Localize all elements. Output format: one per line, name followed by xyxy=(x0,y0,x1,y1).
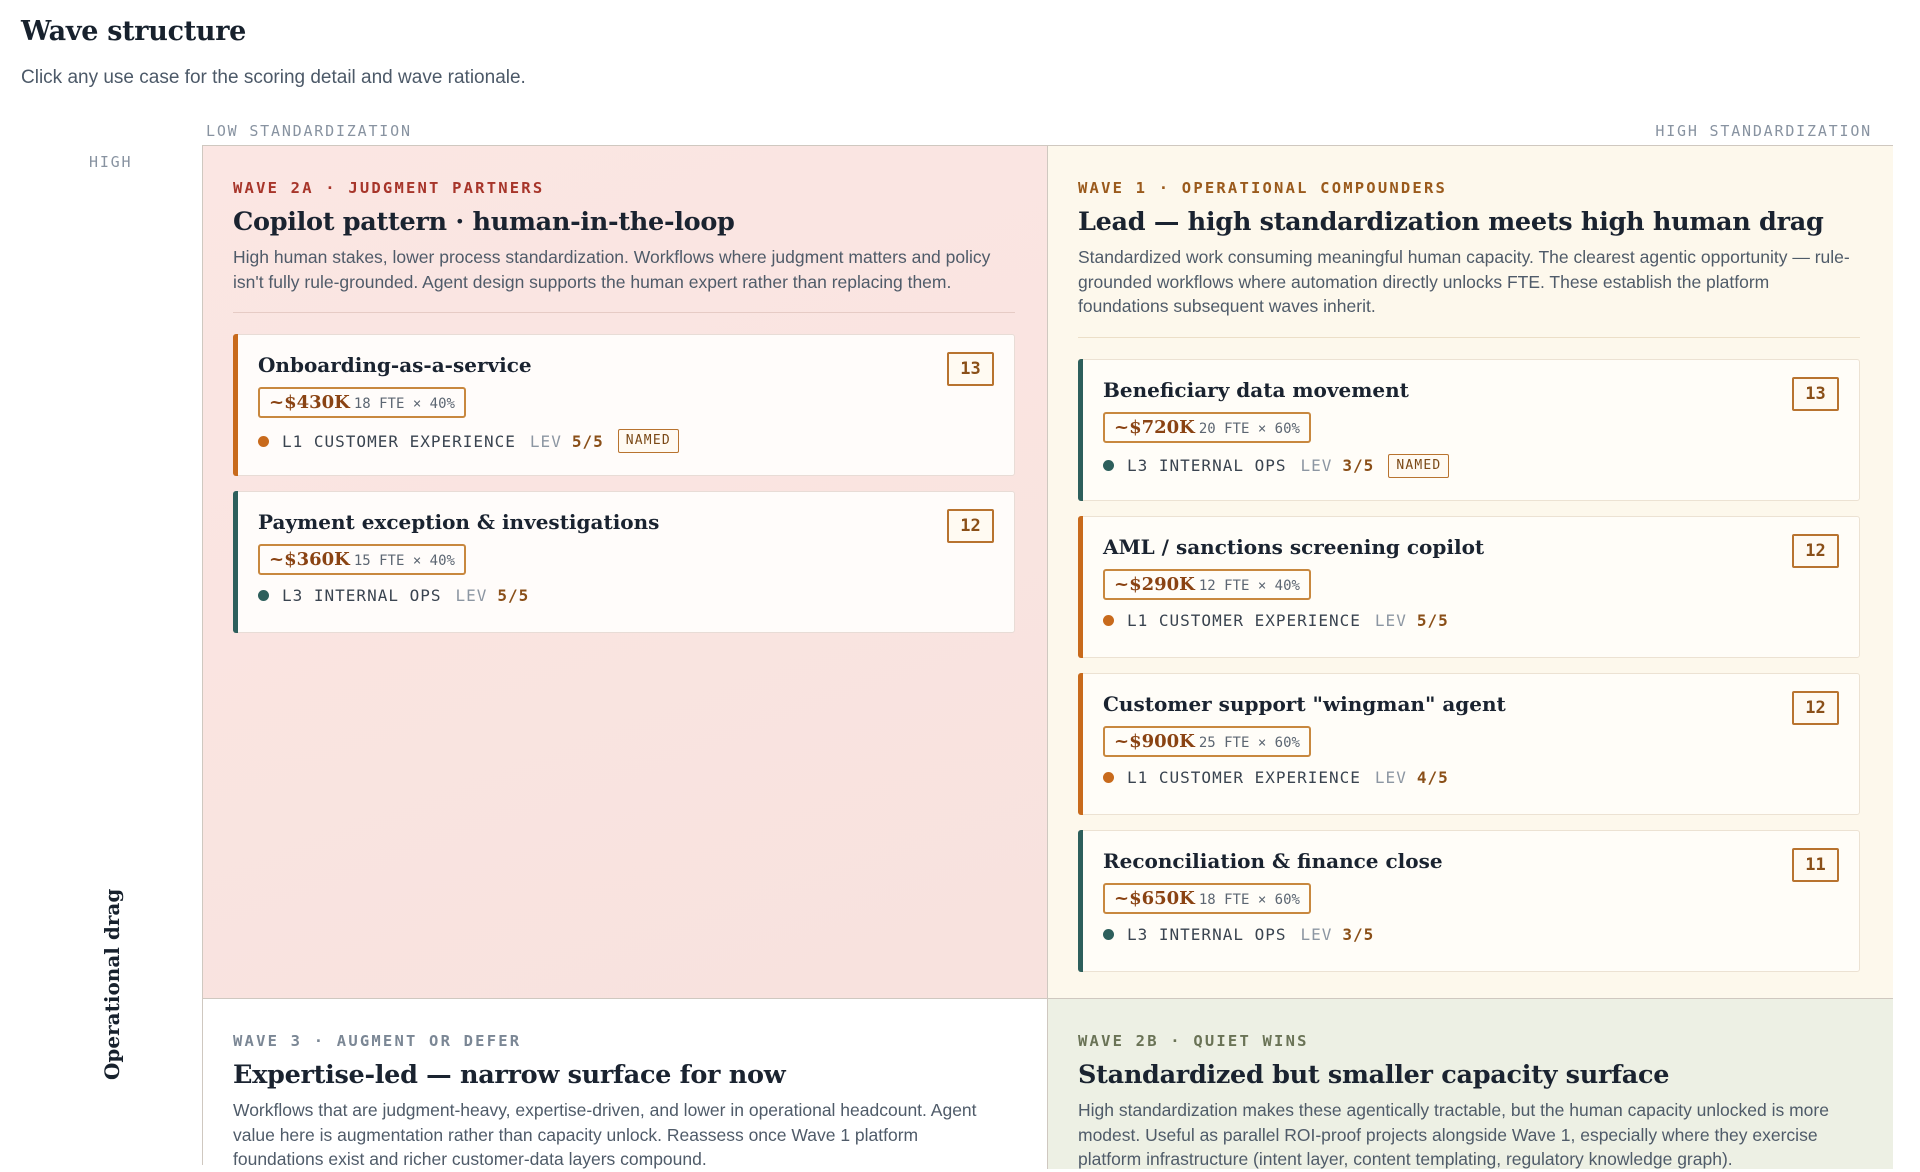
card-accent-bar xyxy=(233,491,238,633)
lev-label: LEV xyxy=(529,431,562,451)
lev-label: LEV xyxy=(1300,456,1333,475)
value-pill xyxy=(258,544,466,575)
meta-row xyxy=(258,586,994,605)
value-pill xyxy=(1103,412,1311,443)
value-pill xyxy=(1103,726,1311,757)
meta-row xyxy=(1103,925,1839,944)
value-pill xyxy=(258,387,466,418)
quadrant-wave-3 xyxy=(203,999,1048,1169)
card-accent-bar xyxy=(1078,359,1083,501)
value-amount: ~$650K xyxy=(1114,887,1195,909)
named-tag: NAMED xyxy=(618,429,679,453)
named-tag: NAMED xyxy=(1388,454,1449,478)
use-case-title: AML / sanctions screening copilot xyxy=(1103,534,1485,559)
category-dot-icon xyxy=(1103,460,1114,471)
use-case-list xyxy=(233,334,1017,633)
lev-label: LEV xyxy=(1374,767,1407,787)
card-accent-bar xyxy=(1078,516,1083,658)
y-axis-high-label: HIGH xyxy=(89,153,133,171)
use-case-card-support-wingman[interactable] xyxy=(1078,673,1860,815)
card-accent-bar xyxy=(1078,830,1083,972)
use-case-list xyxy=(1078,359,1863,972)
value-amount: ~$720K xyxy=(1114,416,1195,438)
score-badge: 12 xyxy=(1792,534,1839,568)
use-case-title: Beneficiary data movement xyxy=(1103,377,1409,402)
x-axis-low-label: LOW STANDARDIZATION xyxy=(206,122,412,140)
quadrant-title: Lead — high standardization meets high human drag xyxy=(1078,207,1824,237)
fte-estimate: 20 FTE × 60% xyxy=(1198,420,1300,437)
score-badge: 12 xyxy=(947,509,994,543)
wave-matrix xyxy=(202,145,1893,1169)
quadrant-description: Standardized work consuming meaningful human capacity. The clearest agentic opportunity — rule-grounded workflows where automation directly unlocks FTE. These establish the platform foundations subsequent waves inherit. xyxy=(1078,247,1850,316)
value-amount: ~$290K xyxy=(1114,573,1195,595)
quadrant-description: High standardization makes these agentically tractable, but the human capacity unlocked is more modest. Useful as parallel ROI-proof projects alongside Wave 1, especially where they exercise platform infrastructure (intent layer, content templating, regulatory knowledge graph). xyxy=(1078,1100,1829,1169)
category-dot-icon xyxy=(1103,615,1114,626)
use-case-title: Customer support "wingman" agent xyxy=(1103,691,1506,716)
category-dot-icon xyxy=(258,590,269,601)
value-pill xyxy=(1103,569,1311,600)
meta-row xyxy=(1103,454,1839,478)
use-case-card-onboarding[interactable] xyxy=(233,334,1015,476)
lev-value: 3/5 xyxy=(1342,456,1375,475)
value-amount: ~$900K xyxy=(1114,730,1195,752)
quadrant-wave-1 xyxy=(1048,146,1893,999)
category-dot-icon xyxy=(1103,929,1114,940)
category-dot-icon xyxy=(258,436,269,447)
fte-estimate: 18 FTE × 40% xyxy=(353,396,455,412)
use-case-card-payment-exception[interactable] xyxy=(233,491,1015,633)
fte-estimate: 18 FTE × 60% xyxy=(1198,891,1300,908)
use-case-card-reconciliation[interactable] xyxy=(1078,830,1860,972)
quadrant-description: High human stakes, lower process standardization. Workflows where judgment matters and policy isn't fully rule-grounded. Agent design supports the human expert rather than replacing them. xyxy=(233,247,991,292)
lev-value: 5/5 xyxy=(571,431,604,451)
y-axis-title: Operational drag xyxy=(100,888,124,1080)
score-badge: 13 xyxy=(1792,377,1839,411)
lev-label: LEV xyxy=(455,586,488,605)
fte-estimate: 15 FTE × 40% xyxy=(353,553,455,569)
score-badge: 11 xyxy=(1792,848,1839,882)
use-case-title: Payment exception & investigations xyxy=(258,510,660,534)
quadrant-title: Expertise-led — narrow surface for now xyxy=(233,1060,786,1090)
category-label: L1 CUSTOMER EXPERIENCE xyxy=(1127,767,1361,787)
use-case-card-aml-sanctions[interactable] xyxy=(1078,516,1860,658)
category-label: L1 CUSTOMER EXPERIENCE xyxy=(1127,610,1361,630)
value-amount: ~$430K xyxy=(269,392,350,413)
page-title: Wave structure xyxy=(21,16,247,47)
meta-row xyxy=(1103,768,1839,787)
quadrant-wave-2b xyxy=(1048,999,1893,1169)
lev-label: LEV xyxy=(1300,924,1333,944)
quadrant-title: Standardized but smaller capacity surface xyxy=(1078,1060,1670,1090)
quadrant-eyebrow: WAVE 1 · OPERATIONAL COMPOUNDERS xyxy=(1078,179,1448,197)
quadrant-eyebrow: WAVE 2B · QUIET WINS xyxy=(1078,1032,1309,1050)
value-amount: ~$360K xyxy=(269,549,350,570)
quadrant-description: Workflows that are judgment-heavy, expertise-driven, and lower in operational headcount. Agent value here is augmentation rather than capacity unlock. Reassess once Wave 1 platform foundations exist and richer customer-data layers compound. xyxy=(233,1100,977,1169)
quadrant-wave-2a xyxy=(203,146,1048,999)
divider xyxy=(1078,337,1860,338)
category-label: L1 CUSTOMER EXPERIENCE xyxy=(282,431,516,451)
quadrant-eyebrow: WAVE 2A · JUDGMENT PARTNERS xyxy=(233,179,545,197)
card-accent-bar xyxy=(233,334,238,476)
score-badge: 13 xyxy=(947,352,994,386)
lev-label: LEV xyxy=(1374,610,1407,630)
divider xyxy=(233,312,1015,313)
category-label: L3 INTERNAL OPS xyxy=(282,586,442,605)
page-subtitle: Click any use case for the scoring detail and wave rationale. xyxy=(21,67,526,88)
category-dot-icon xyxy=(1103,772,1114,783)
category-label: L3 INTERNAL OPS xyxy=(1127,456,1287,475)
score-badge: 12 xyxy=(1792,691,1839,725)
use-case-card-beneficiary-data[interactable] xyxy=(1078,359,1860,501)
value-pill xyxy=(1103,883,1311,914)
card-accent-bar xyxy=(1078,673,1083,815)
fte-estimate: 25 FTE × 60% xyxy=(1198,734,1300,751)
lev-value: 4/5 xyxy=(1416,767,1449,787)
use-case-title: Reconciliation & finance close xyxy=(1103,848,1443,873)
lev-value: 5/5 xyxy=(1416,610,1449,630)
quadrant-eyebrow: WAVE 3 · AUGMENT OR DEFER xyxy=(233,1032,522,1050)
x-axis-high-label: HIGH STANDARDIZATION xyxy=(1655,122,1872,140)
lev-value: 3/5 xyxy=(1342,924,1375,944)
category-label: L3 INTERNAL OPS xyxy=(1127,924,1287,944)
fte-estimate: 12 FTE × 40% xyxy=(1198,577,1300,594)
lev-value: 5/5 xyxy=(497,586,530,605)
use-case-title: Onboarding-as-a-service xyxy=(258,353,532,377)
meta-row xyxy=(258,429,994,453)
meta-row xyxy=(1103,611,1839,630)
quadrant-title: Copilot pattern · human-in-the-loop xyxy=(233,207,735,237)
